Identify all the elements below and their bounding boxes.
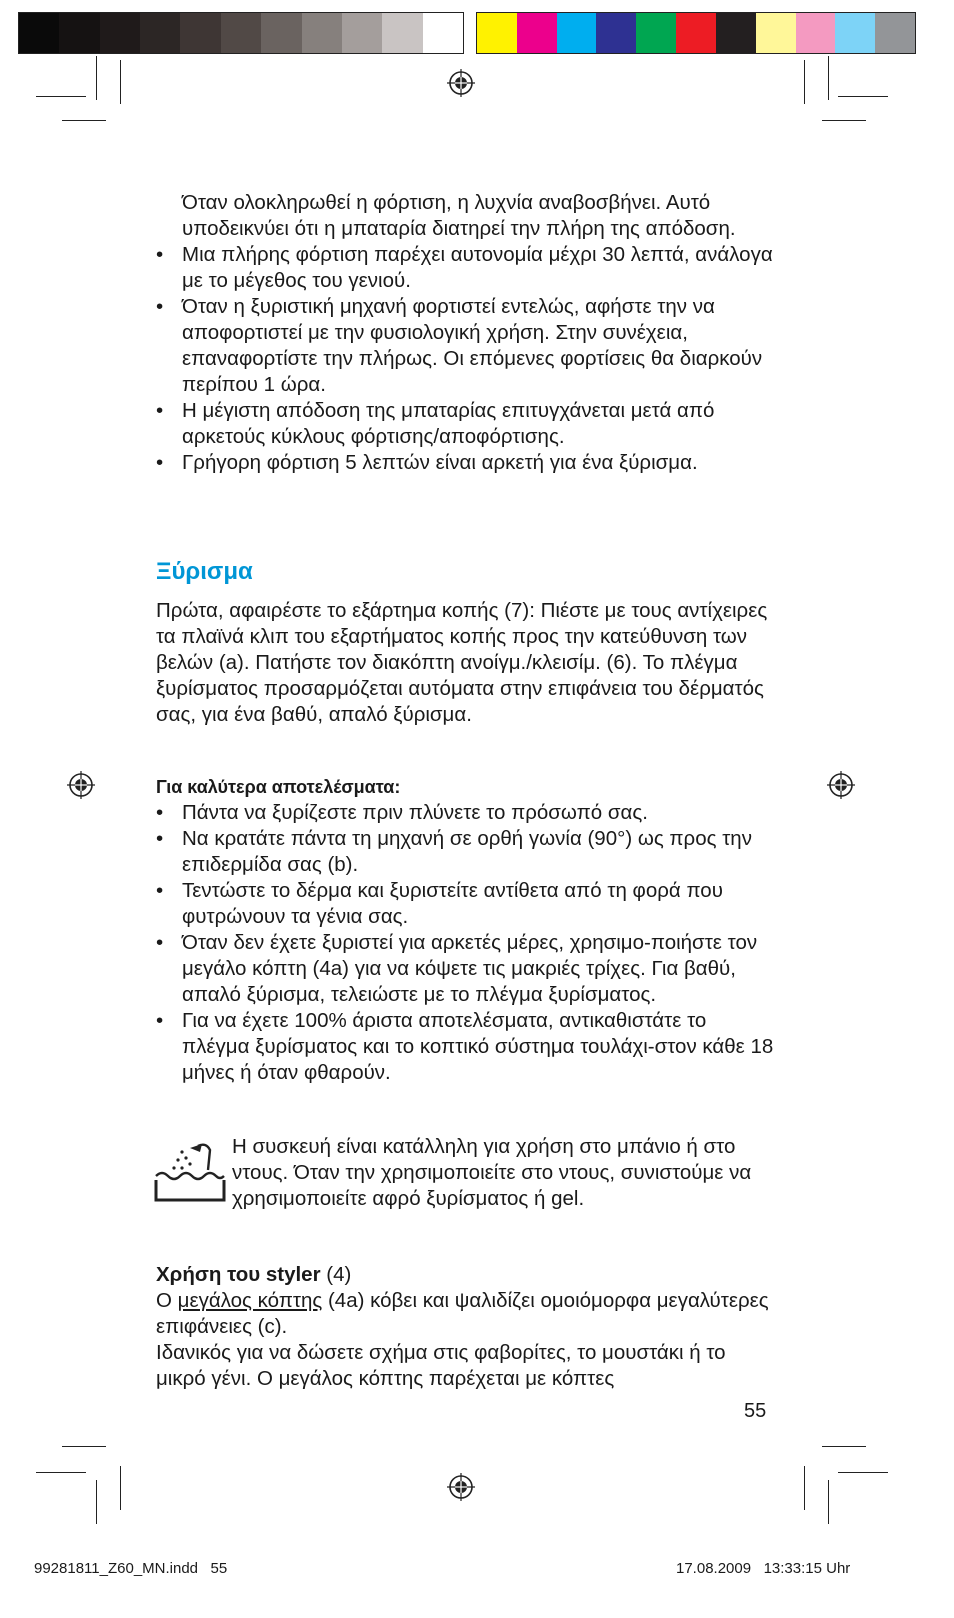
shower-note-text: Η συσκευή είναι κατάλληλη για χρήση στο μπάνιο ή στο ντους. Όταν την χρησιμοποιείτε στο ντους, συνιστούμε να χρησιμοποιείτε αφρό ξυρίσματος ή gel. — [232, 1135, 752, 1210]
crop-mark — [804, 1466, 805, 1510]
crop-mark — [36, 96, 86, 97]
list-item: • Τεντώστε το δέρμα και ξυριστείτε αντίθετα από τη φορά που φυτρώνουν τα γένια σας. — [156, 878, 776, 930]
styler-section — [156, 1262, 776, 1392]
color-swatch — [557, 13, 597, 53]
color-swatch — [342, 13, 382, 53]
styler-heading-bold: Χρήση του styler — [156, 1263, 321, 1286]
registration-mark-icon — [446, 1472, 476, 1502]
list-item: • Πάντα να ξυρίζεστε πριν πλύνετε το πρόσωπό σας. — [156, 800, 776, 826]
crop-mark — [804, 60, 805, 104]
crop-mark — [120, 1466, 121, 1510]
shower-note — [232, 1134, 752, 1212]
grayscale-bar — [18, 12, 464, 54]
color-swatch — [676, 13, 716, 53]
crop-mark — [62, 120, 106, 121]
tips-bullet-list — [156, 800, 776, 1086]
crop-mark — [36, 1472, 86, 1473]
crop-mark — [838, 1472, 888, 1473]
styler-line1 — [156, 1288, 776, 1340]
crop-mark — [62, 1446, 106, 1447]
color-swatch — [477, 13, 517, 53]
color-swatch — [221, 13, 261, 53]
crop-mark — [120, 60, 121, 104]
list-item: • Η μέγιστη απόδοση της μπαταρίας επιτυγχάνεται μετά από αρκετούς κύκλους φόρτισης/αποφόρτισης. — [156, 398, 796, 450]
list-item: • Μια πλήρης φόρτιση παρέχει αυτονομία μέχρι 30 λεπτά, ανάλογα με το μέγεθος του γενιού. — [156, 242, 796, 294]
color-swatch — [19, 13, 59, 53]
crop-mark — [838, 96, 888, 97]
list-item: • Γρήγορη φόρτιση 5 λεπτών είναι αρκετή για ένα ξύρισμα. — [156, 450, 796, 476]
crop-mark — [822, 1446, 866, 1447]
crop-mark — [828, 1480, 829, 1524]
color-swatch — [716, 13, 756, 53]
charging-bullet-list — [156, 242, 796, 476]
page-number: 55 — [744, 1400, 767, 1422]
color-swatch — [180, 13, 220, 53]
crop-mark — [828, 56, 829, 100]
shaving-section — [156, 598, 772, 728]
slug-right: 17.08.2009 13:33:15 Uhr — [676, 1560, 851, 1577]
styler-heading — [156, 1262, 776, 1288]
styler-line1-rest: (4a) κόβει και ψαλιδίζει ομοιόμορφα μεγαλύτερες επιφάνειες (c). — [156, 1289, 769, 1338]
styler-line1-prefix: Ο — [156, 1289, 178, 1312]
crop-mark — [96, 1480, 97, 1524]
styler-heading-ref: (4) — [320, 1263, 352, 1286]
slug-left: 99281811_Z60_MN.indd 55 — [34, 1560, 228, 1577]
color-swatch — [382, 13, 422, 53]
color-swatch — [835, 13, 875, 53]
color-swatch — [636, 13, 676, 53]
color-swatch — [302, 13, 342, 53]
list-item: • Να κρατάτε πάντα τη μηχανή σε ορθή γωνία (90°) ως προς την επιδερμίδα σας (b). — [156, 826, 776, 878]
color-swatch — [596, 13, 636, 53]
color-bar — [476, 12, 916, 54]
crop-mark — [822, 120, 866, 121]
color-swatch — [423, 13, 463, 53]
color-swatch — [875, 13, 915, 53]
registration-mark-icon — [66, 770, 96, 800]
tips-section — [156, 774, 776, 1086]
registration-mark-icon — [826, 770, 856, 800]
large-trimmer-term: μεγάλος κόπτης — [177, 1289, 323, 1312]
color-swatch — [100, 13, 140, 53]
crop-mark — [96, 56, 97, 100]
list-item: • Όταν δεν έχετε ξυριστεί για αρκετές μέρες, χρησιμο-ποιήστε τον μεγάλο κόπτη (4a) για να κόψετε τις μακριές τρίχες. Για βαθύ, απαλό ξύρισμα, τελειώστε με το πλέγμα ξυρίσματος. — [156, 930, 776, 1008]
intro-paragraph: Όταν ολοκληρωθεί η φόρτιση, η λυχνία αναβοσβήνει. Αυτό υποδεικνύει ότι η μπαταρία διατηρεί την πλήρη της απόδοση. — [182, 191, 736, 240]
list-item: • Για να έχετε 100% άριστα αποτελέσματα, αντικαθιστάτε το πλέγμα ξυρίσματος και το κοπτικό σύστημα τουλάχι-στον κάθε 18 μήνες ή όταν φθαρούν. — [156, 1008, 776, 1086]
color-swatch — [261, 13, 301, 53]
color-swatch — [796, 13, 836, 53]
color-swatch — [140, 13, 180, 53]
styler-line2: Ιδανικός για να δώσετε σχήμα στις φαβορίτες, το μουστάκι ή το μικρό γένι. Ο μεγάλος κόπτης παρέχεται με κόπτες — [156, 1341, 726, 1390]
color-swatch — [59, 13, 99, 53]
tips-heading: Για καλύτερα αποτελέσματα: — [156, 777, 401, 797]
shaving-paragraph: Πρώτα, αφαιρέστε το εξάρτημα κοπής (7): Πιέστε με τους αντίχειρες τα πλαϊνά κλιπ του εξαρτήματος κοπής προς την κατεύθυνση των βελών (a). Πατήστε τον διακόπτη ανοίγμ./κλεισίμ. (6). Το πλέγμα ξυρίσματος προσαρμόζεται αυτόματα στην επιφάνεια του δέρματός σας, για ένα βαθύ, απαλό ξύρισμα. — [156, 599, 768, 726]
charging-section — [156, 190, 796, 476]
registration-mark-icon — [446, 68, 476, 98]
list-item: • Όταν η ξυριστική μηχανή φορτιστεί εντελώς, αφήστε την να αποφορτιστεί με την φυσιολογική χρήση. Στην συνέχεια, επαναφορτίστε την πλήρως. Οι επόμενες φορτίσεις θα διαρκούν περίπου 1 ώρα. — [156, 294, 796, 398]
color-swatch — [517, 13, 557, 53]
section-heading: Ξύρισμα — [156, 558, 253, 585]
color-swatch — [756, 13, 796, 53]
shower-bath-icon — [152, 1140, 228, 1204]
